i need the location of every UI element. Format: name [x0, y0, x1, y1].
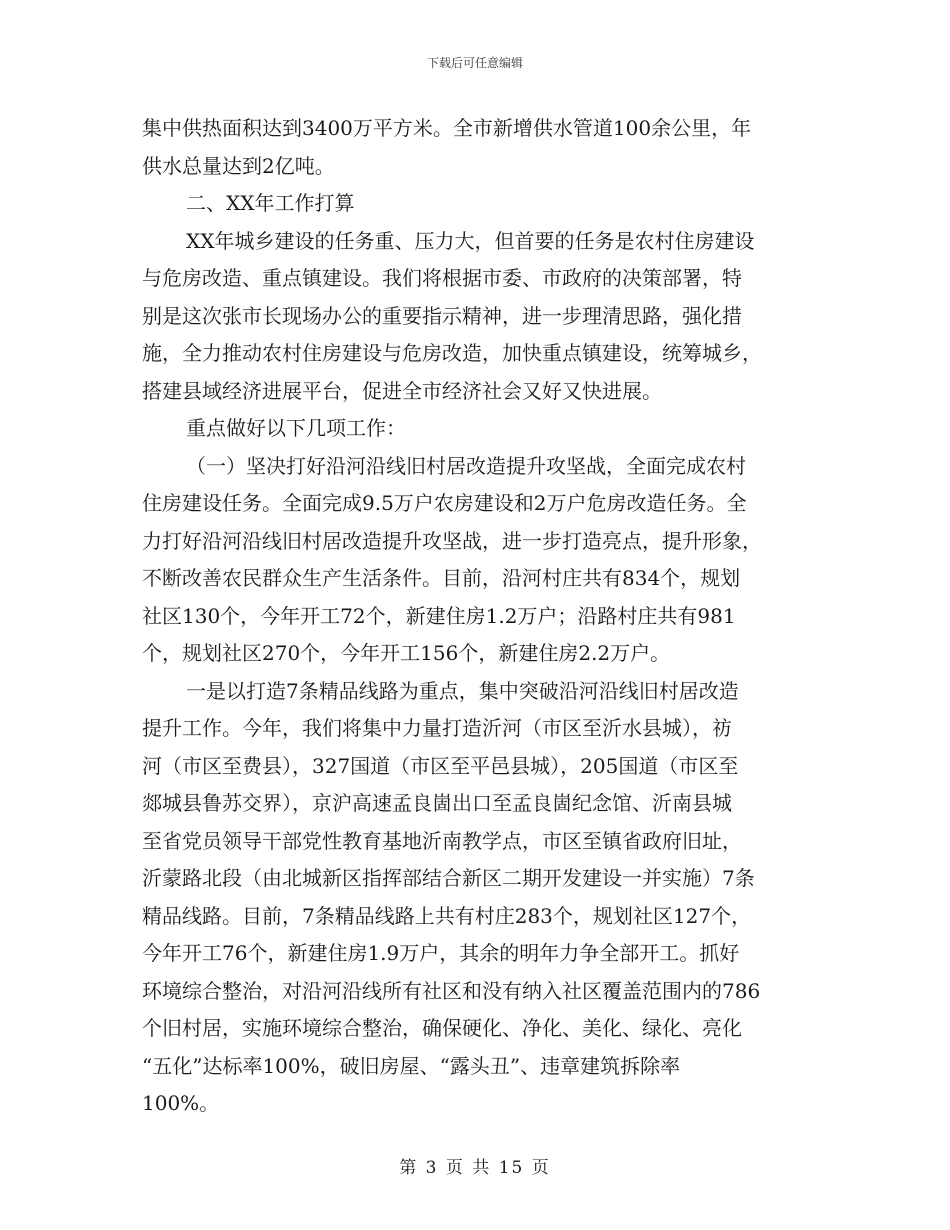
text-line: 个，规划社区270个，今年开工156个，新建住房2.2万户。 — [142, 641, 671, 665]
text-line: 100%。 — [142, 1091, 220, 1115]
page-number: 第 3 页 共 15 页 — [399, 1158, 551, 1178]
text-line: 住房建设任务。全面完成9.5万户农房建设和2万户危房改造任务。全 — [142, 491, 747, 515]
paragraph — [142, 110, 810, 185]
text-line: 二、XX年工作打算 — [186, 191, 355, 215]
paragraph — [142, 673, 810, 1123]
text-line: 河（市区至费县），327国道（市区至平邑县城），205国道（市区至 — [142, 753, 739, 778]
text-line: 力打好沿河沿线旧村居改造提升攻坚战，进一步打造亮点，提升形象， — [142, 528, 762, 553]
text-line: 今年开工76个，新建住房1.9万户，其余的明年力争全部开工。抓好 — [142, 941, 740, 965]
page-header: 下载后可任意编辑 — [426, 56, 523, 70]
text-line: 一是以打造7条精品线路为重点，集中突破沿河沿线旧村居改造 — [186, 678, 739, 703]
text-line: 环境综合整治，对沿河沿线所有社区和没有纳入社区覆盖范围内的786 — [142, 978, 761, 1003]
paragraph — [142, 448, 810, 673]
text-line: 施，全力推动农村住房建设与危房改造，加快重点镇建设，统筹城乡， — [142, 341, 762, 365]
text-line: 重点做好以下几项工作： — [186, 416, 406, 440]
text-line: 至省党员领导干部党性教育基地沂南教学点，市区至镇省政府旧址， — [142, 828, 742, 853]
text-line: 个旧村居，实施环境综合整治，确保硬化、净化、美化、绿化、亮化 — [142, 1016, 742, 1040]
text-line: 精品线路。目前，7条精品线路上共有村庄283个，规划社区127个， — [142, 903, 752, 928]
text-line: 提升工作。今年，我们将集中力量打造沂河（市区至沂水县城），祊 — [142, 716, 732, 740]
text-line: （一）坚决打好沿河沿线旧村居改造提升攻坚战，全面完成农村 — [186, 453, 746, 478]
paragraph — [142, 223, 810, 411]
text-line: 别是这次张市长现场办公的重要指示精神，进一步理清思路，强化措 — [142, 303, 742, 328]
text-line: 郯城县鲁苏交界），京沪高速孟良崮出口至孟良崮纪念馆、沂南县城 — [142, 791, 732, 815]
text-line: 集中供热面积达到3400万平方米。全市新增供水管道100余公里，年 — [142, 116, 752, 140]
text-line: 社区130个，今年开工72个，新建住房1.2万户；沿路村庄共有981 — [142, 603, 736, 628]
text-line: XX年城乡建设的任务重、压力大，但首要的任务是农村住房建设 — [186, 228, 755, 253]
text-line: “五化”达标率100%，破旧房屋、“露头丑”、违章建筑拆除率 — [142, 1053, 681, 1078]
text-line: 沂蒙路北段（由北城新区指挥部结合新区二期开发建设一并实施）7条 — [142, 866, 755, 890]
text-line: 供水总量达到2亿吨。 — [142, 153, 335, 178]
text-line: 与危房改造、重点镇建设。我们将根据市委、市政府的决策部署，特 — [142, 266, 742, 290]
section-heading — [142, 185, 810, 223]
text-line: 搭建县域经济进展平台，促进全市经济社会又好又快进展。 — [142, 378, 662, 403]
paragraph — [142, 410, 810, 448]
document-body — [142, 110, 810, 1123]
text-line: 不断改善农民群众生产生活条件。目前，沿河村庄共有834个，规划 — [142, 566, 741, 590]
